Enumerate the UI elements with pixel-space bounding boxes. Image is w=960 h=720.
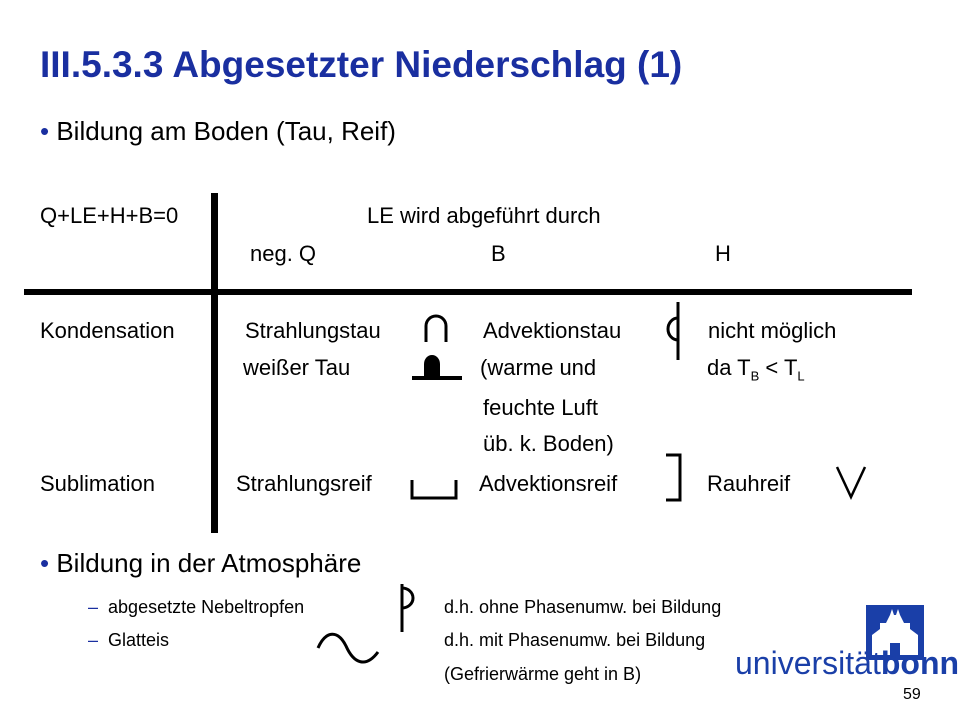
sub-item-nebeltropfen-note: d.h. ohne Phasenumw. bei Bildung [444, 597, 722, 617]
advektionstau-note-2: feuchte Luft [483, 395, 598, 420]
university-logo: universitätbonn [735, 645, 960, 681]
bullet-text: Bildung in der Atmosphäre [56, 548, 362, 578]
bullet-ground-formation [40, 116, 396, 147]
rime-symbol [834, 464, 868, 500]
column-neg-q: neg. Q [250, 241, 317, 266]
rauhreif-label: Rauhreif [707, 471, 791, 496]
white-dew-symbol [410, 352, 466, 382]
advection-frost-symbol [660, 452, 690, 504]
sub-item-glatteis-note: d.h. mit Phasenumw. bei Bildung [444, 630, 706, 650]
dew-symbol [420, 312, 466, 344]
page-number: 59 [903, 686, 921, 703]
nicht-moeglich-label: nicht möglich [708, 318, 837, 343]
advektionstau-label: Advektionstau [483, 318, 622, 343]
weisser-tau-label: weißer Tau [243, 355, 351, 380]
fog-droplet-symbol [396, 580, 430, 634]
advektionstau-note-3: üb. k. Boden) [483, 431, 614, 456]
row-label-sublimation: Sublimation [40, 471, 155, 496]
column-h: H [715, 241, 731, 266]
sub-item-nebeltropfen: – abgesetzte Nebeltropfen [88, 597, 305, 617]
hoar-frost-symbol [408, 478, 460, 502]
advection-dew-symbol [648, 300, 688, 362]
sub-item-glatteis: – Glatteis [88, 630, 170, 650]
column-b: B [491, 241, 506, 266]
bullet-text: Bildung am Boden (Tau, Reif) [56, 116, 396, 146]
table-horizontal-line [24, 289, 912, 295]
bullet-atmosphere-formation [40, 548, 361, 579]
glaze-symbol [314, 628, 384, 672]
row-label-kondensation: Kondensation [40, 318, 175, 343]
strahlungstau-label: Strahlungstau [245, 318, 381, 343]
bullet-marker: • [40, 548, 50, 578]
energy-equation: Q+LE+H+B=0 [40, 203, 179, 228]
bullet-marker: • [40, 116, 50, 146]
table-vertical-line [211, 193, 218, 533]
advektionsreif-label: Advektionsreif [479, 471, 618, 496]
table-header: LE wird abgeführt durch [367, 203, 601, 228]
advektionstau-note-1: (warme und [480, 355, 597, 380]
page-title: III.5.3.3 Abgesetzter Niederschlag (1) [40, 44, 683, 85]
sub-item-glatteis-note-2: (Gefrierwärme geht in B) [444, 664, 642, 684]
strahlungsreif-label: Strahlungsreif [236, 471, 372, 496]
temperature-condition: da $T_B < T_L$ [707, 355, 805, 384]
